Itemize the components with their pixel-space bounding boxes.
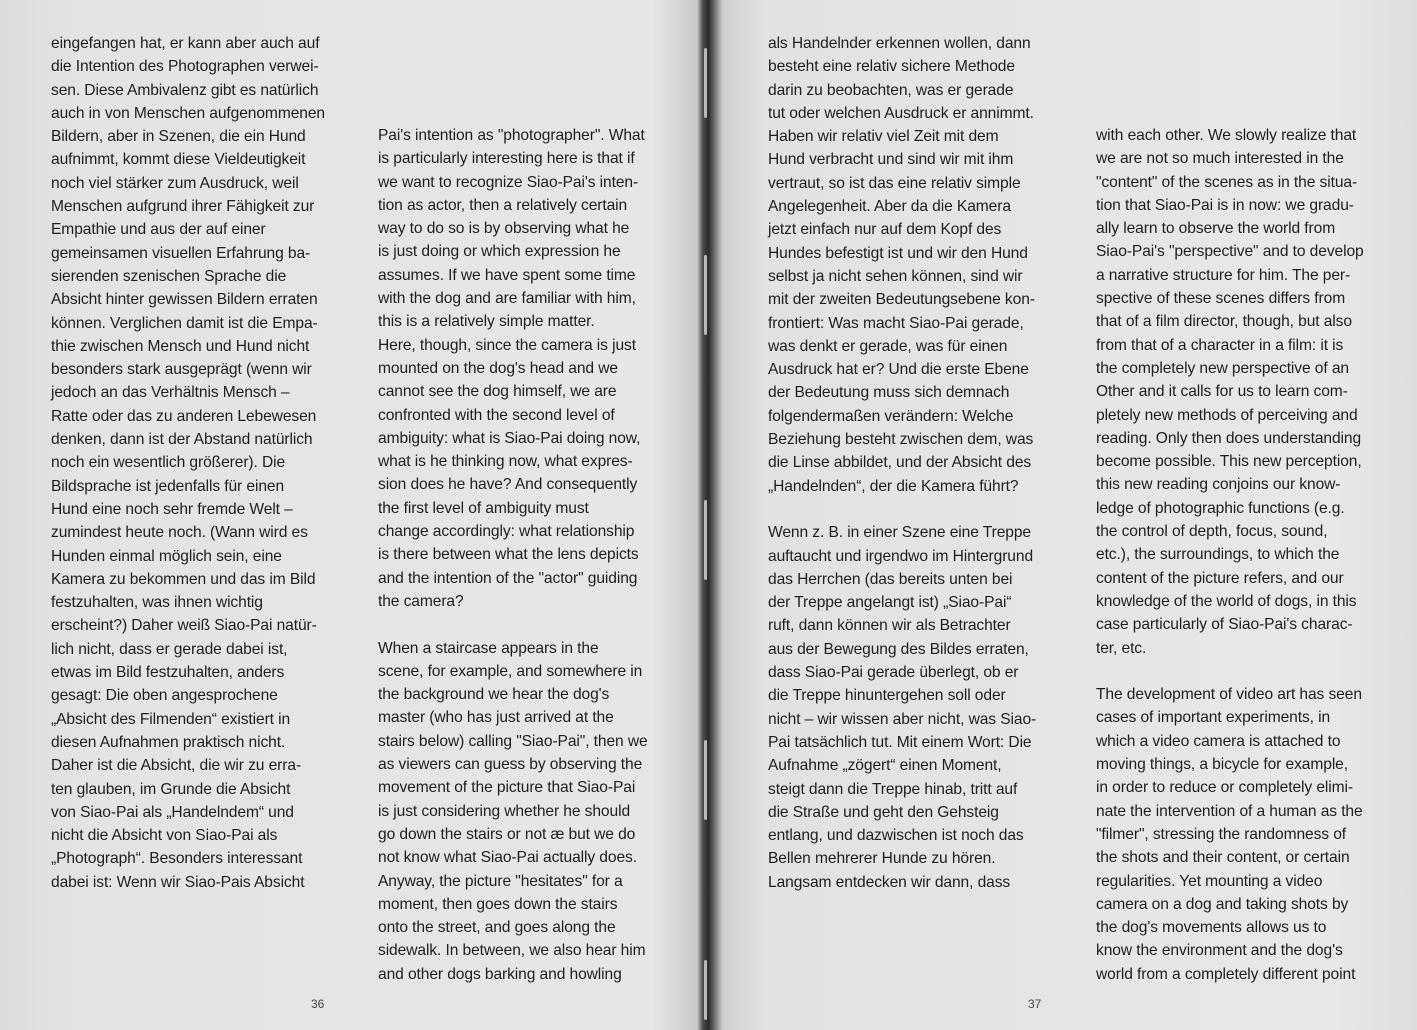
text-line: eingefangen hat, er kann aber auch auf [51,35,320,52]
text-line: die Straße und geht den Gehsteig [768,803,999,821]
text-line: way to do so is by observing what he [378,220,630,238]
text-line: das Herrchen (das bereits unten bei [768,570,1013,588]
text-line: steigt dann die Treppe hinab, tritt auf [768,780,1018,798]
text-line: Wenn z. B. in einer Szene eine Treppe [768,524,1032,542]
text-line: Kamera zu bekommen und das im Bild [51,570,316,588]
text-line: besonders stark ausgeprägt (wenn wir [51,361,312,379]
text-line: regularities. Yet mounting a video [1096,872,1323,890]
text-line: jedoch an das Verhältnis Mensch – [51,384,290,402]
text-line: pletely new methods of perceiving and [1096,406,1358,424]
text-line: with the dog and are familiar with him, [378,290,636,308]
text-line: nicht – wir wissen aber nicht, was Siao- [768,710,1037,728]
text-line: the completely new perspective of an [1096,359,1349,377]
text-line: the dog's movements allows us to [1096,919,1327,937]
text-line: etc.), the surroundings, to which the [1096,546,1340,564]
text-line: als Handelnder erkennen wollen, dann [768,35,1031,52]
text-line: "content" of the scenes as in the situa- [1096,173,1358,191]
text-line: we are not so much interested in the [1096,150,1344,168]
text-line: können. Verglichen damit ist die Empa- [51,314,318,332]
text-line: world from a completely different point [1096,965,1356,983]
text-line: Absicht hinter gewissen Bildern erraten [51,291,318,309]
left-page-column-2 [378,124,668,986]
text-line: etwas im Bild festzuhalten, anders [51,664,285,682]
text-line: knowledge of the world of dogs, in this [1096,592,1357,610]
text-line: Menschen aufgrund ihrer Fähigkeit zur [51,198,315,216]
text-line: der Bedeutung muss sich demnach [768,384,1010,402]
text-line: onto the street, and goes along the [378,919,616,937]
text-line: assumes. If we have spent some time [378,266,636,284]
binding-stitch [704,255,707,335]
text-line: is there between what the lens depicts [378,546,639,564]
text-line: what is he thinking now, what expres- [378,453,633,471]
paragraph-break [1096,660,1391,683]
text-line: mit der zweiten Bedeutungsebene kon- [768,291,1035,309]
text-line: the first level of ambiguity must [378,499,589,517]
text-line: this is a relatively simple matter. [378,313,595,331]
text-line: confronted with the second level of [378,406,615,424]
text-line: ruft, dann können wir als Betrachter [768,617,1011,635]
text-line: that of a film director, though, but also [1096,313,1352,331]
text-line: erscheint?) Daher weiß Siao-Pai natür- [51,617,317,635]
text-line: Langsam entdecken wir dann, dass [768,873,1011,891]
text-line: know the environment and the dog's [1096,942,1343,960]
binding-stitch [704,960,707,1020]
right-page-column-1 [768,32,1063,894]
text-line: der Treppe angelangt ist) „Siao-Pai“ [768,594,1012,612]
text-line: master (who has just arrived at the [378,709,614,727]
text-line: moment, then goes down the stairs [378,895,618,913]
text-line: the control of depth, focus, sound, [1096,523,1328,541]
text-line: zumindest heute noch. (Wann wird es [51,524,308,542]
text-line: noch ein wesentlich größerer). Die [51,454,286,472]
text-line: sidewalk. In between, we also hear him [378,942,646,960]
binding-stitch [704,740,707,820]
text-line: the camera? [378,592,464,610]
text-line: dass Siao-Pai gerade überlegt, ob er [768,664,1019,682]
text-line: and the intention of the "actor" guiding [378,569,638,587]
text-line: vertraut, so ist das eine relativ simple [768,174,1021,192]
text-line: Siao-Pai's "perspective" and to develop [1096,243,1364,261]
text-line: sen. Diese Ambivalenz gibt es natürlich [51,81,319,99]
text-line: auftaucht und irgendwo im Hintergrund [768,547,1034,565]
text-line: sierenden szenischen Sprache die [51,267,287,285]
text-line: scene, for example, and somewhere in [378,662,643,680]
text-line: Here, though, since the camera is just [378,336,636,354]
text-line: Haben wir relativ viel Zeit mit dem [768,128,999,146]
text-line: which a video camera is attached to [1096,732,1341,750]
text-line: case particularly of Siao-Pai's charac- [1096,616,1353,634]
text-line: content of the picture refers, and our [1096,569,1344,587]
text-line: the background we hear the dog's [378,686,610,704]
text-line: darin zu beobachten, was er gerade [768,81,1014,99]
right-page-column-2 [1096,124,1391,986]
text-line: nicht die Absicht von Siao-Pai als [51,827,278,845]
paragraph [378,124,668,613]
text-line: spective of these scenes differs from [1096,290,1346,308]
text-line: gesagt: Die oben angesprochene [51,687,278,705]
text-line: „Handelnden“, der die Kamera führt? [768,477,1019,495]
text-line: become possible. This new perception, [1096,453,1362,471]
text-line: Bildsprache ist jedenfalls für einen [51,477,285,495]
text-line: camera on a dog and taking shots by [1096,895,1349,913]
text-line: noch viel stärker zum Ausdruck, weil [51,174,299,192]
text-line: Angelegenheit. Aber da die Kamera [768,198,1011,216]
text-line: "filmer", stressing the randomness of [1096,825,1347,843]
text-line: this new reading conjoins our know- [1096,476,1341,494]
text-line: with each other. We slowly realize that [1096,127,1357,144]
text-line: auch in von Menschen aufgenommenen [51,104,326,122]
text-line: moving things, a bicycle for example, [1096,756,1348,774]
text-line: is just considering whether he should [378,802,631,820]
text-line: When a staircase appears in the [378,639,599,657]
text-line: die Intention des Photographen verwei- [51,58,319,76]
text-line: Ratte oder das zu anderen Lebewesen [51,407,317,425]
text-line: movement of the picture that Siao-Pai [378,779,636,797]
left-page-column-1 [51,32,341,894]
text-line: diesen Aufnahmen praktisch nicht. [51,733,286,751]
text-line: besteht eine relativ sichere Methode [768,58,1015,76]
text-line: Hund eine noch sehr fremde Welt – [51,500,293,518]
text-line: was denkt er gerade, was für einen [768,337,1008,355]
text-line: Anyway, the picture "hesitates" for a [378,872,623,890]
text-line: die Linse abbildet, und der Absicht des [768,454,1032,472]
text-line: denken, dann ist der Abstand natürlich [51,431,313,449]
text-line: Pai's intention as "photographer". What [378,127,645,144]
text-line: Beziehung besteht zwischen dem, was [768,431,1034,449]
text-line: Aufnahme „zögert“ einen Moment, [768,757,1002,775]
text-line: and other dogs barking and howling [378,965,622,983]
text-line: frontiert: Was macht Siao-Pai gerade, [768,314,1024,332]
text-line: von Siao-Pai als „Handelndem“ und [51,803,294,821]
text-line: is just doing or which expression he [378,243,621,261]
text-line: festzuhalten, was ihnen wichtig [51,594,263,612]
paragraph [1096,124,1391,660]
text-line: aus der Bewegung des Bildes erraten, [768,640,1029,658]
paragraph [51,32,341,894]
text-line: Hundes befestigt ist und wir den Hund [768,244,1028,262]
text-line: Pai tatsächlich tut. Mit einem Wort: Die [768,733,1032,751]
text-line: die Treppe hinuntergehen soll oder [768,687,1006,705]
text-line: ally learn to observe the world from [1096,220,1336,238]
paragraph-break [768,498,1063,521]
text-line: ledge of photographic functions (e.g. [1096,499,1345,517]
paragraph [768,521,1063,894]
text-line: Empathie und aus der auf einer [51,221,266,239]
text-line: lich nicht, dass er gerade dabei ist, [51,640,288,658]
text-line: aufnimmt, kommt diese Vieldeutigkeit [51,151,306,169]
text-line: from that of a character in a film: it is [1096,336,1344,354]
text-line: Hund verbracht und sind wir mit ihm [768,151,1014,169]
text-line: we want to recognize Siao-Pai's inten- [378,173,639,191]
paragraph-break [378,613,668,636]
text-line: Daher ist die Absicht, die wir zu erra- [51,757,302,775]
text-line: The development of video art has seen [1096,686,1362,704]
text-line: cannot see the dog himself, we are [378,383,617,401]
text-line: Other and it calls for us to learn com- [1096,383,1348,401]
text-line: gemeinsamen visuellen Erfahrung ba- [51,244,311,262]
text-line: „Photograph“. Besonders interessant [51,850,303,868]
text-line: ambiguity: what is Siao-Pai doing now, [378,429,641,447]
text-line: change accordingly: what relationship [378,523,635,541]
binding-stitch [704,500,707,580]
text-line: mounted on the dog's head and we [378,359,618,377]
text-line: Bellen mehrerer Hunde zu hören. [768,850,996,868]
text-line: is particularly interesting here is that if [378,150,635,168]
text-line: Ausdruck hat er? Und die erste Ebene [768,361,1029,379]
text-line: in order to reduce or completely elimi- [1096,779,1353,797]
text-line: Hunden einmal möglich sein, eine [51,547,282,565]
text-line: not know what Siao-Pai actually does. [378,849,637,867]
text-line: „Absicht des Filmenden“ existiert in [51,710,291,728]
text-line: reading. Only then does understanding [1096,429,1362,447]
text-line: go down the stairs or not æ but we do [378,825,636,843]
text-line: tut oder welchen Ausdruck er annimmt. [768,104,1034,122]
text-line: cases of important experiments, in [1096,709,1331,727]
paragraph [1096,683,1391,986]
text-line: Bildern, aber in Szenen, die ein Hund [51,128,306,146]
text-line: sion does he have? And consequently [378,476,638,494]
text-line: tion as actor, then a relatively certain [378,196,628,214]
page-number-left: 36 [311,997,325,1011]
text-line: the shots and their content, or certain [1096,849,1350,867]
text-line: ten glauben, im Grunde die Absicht [51,780,291,798]
text-line: a narrative structure for him. The per- [1096,266,1351,284]
text-line: selbst ja nicht sehen können, sind wir [768,267,1023,285]
text-line: folgendermaßen verändern: Welche [768,407,1014,425]
text-line: thie zwischen Mensch und Hund nicht [51,337,310,355]
text-line: nate the intervention of a human as the [1096,802,1363,820]
text-line: ter, etc. [1096,639,1147,657]
text-line: entlang, und dazwischen ist noch das [768,827,1024,845]
text-line: tion that Siao-Pai is in now: we gradu- [1096,196,1354,214]
binding-stitch [704,48,707,118]
page-number-right: 37 [1028,997,1042,1011]
paragraph [768,32,1063,498]
text-line: jetzt einfach nur auf dem Kopf des [768,221,1002,239]
text-line: dabei ist: Wenn wir Siao-Pais Absicht [51,873,305,891]
paragraph [378,637,668,986]
text-line: as viewers can guess by observing the [378,756,643,774]
text-line: stairs below) calling "Siao-Pai", then we [378,732,648,750]
